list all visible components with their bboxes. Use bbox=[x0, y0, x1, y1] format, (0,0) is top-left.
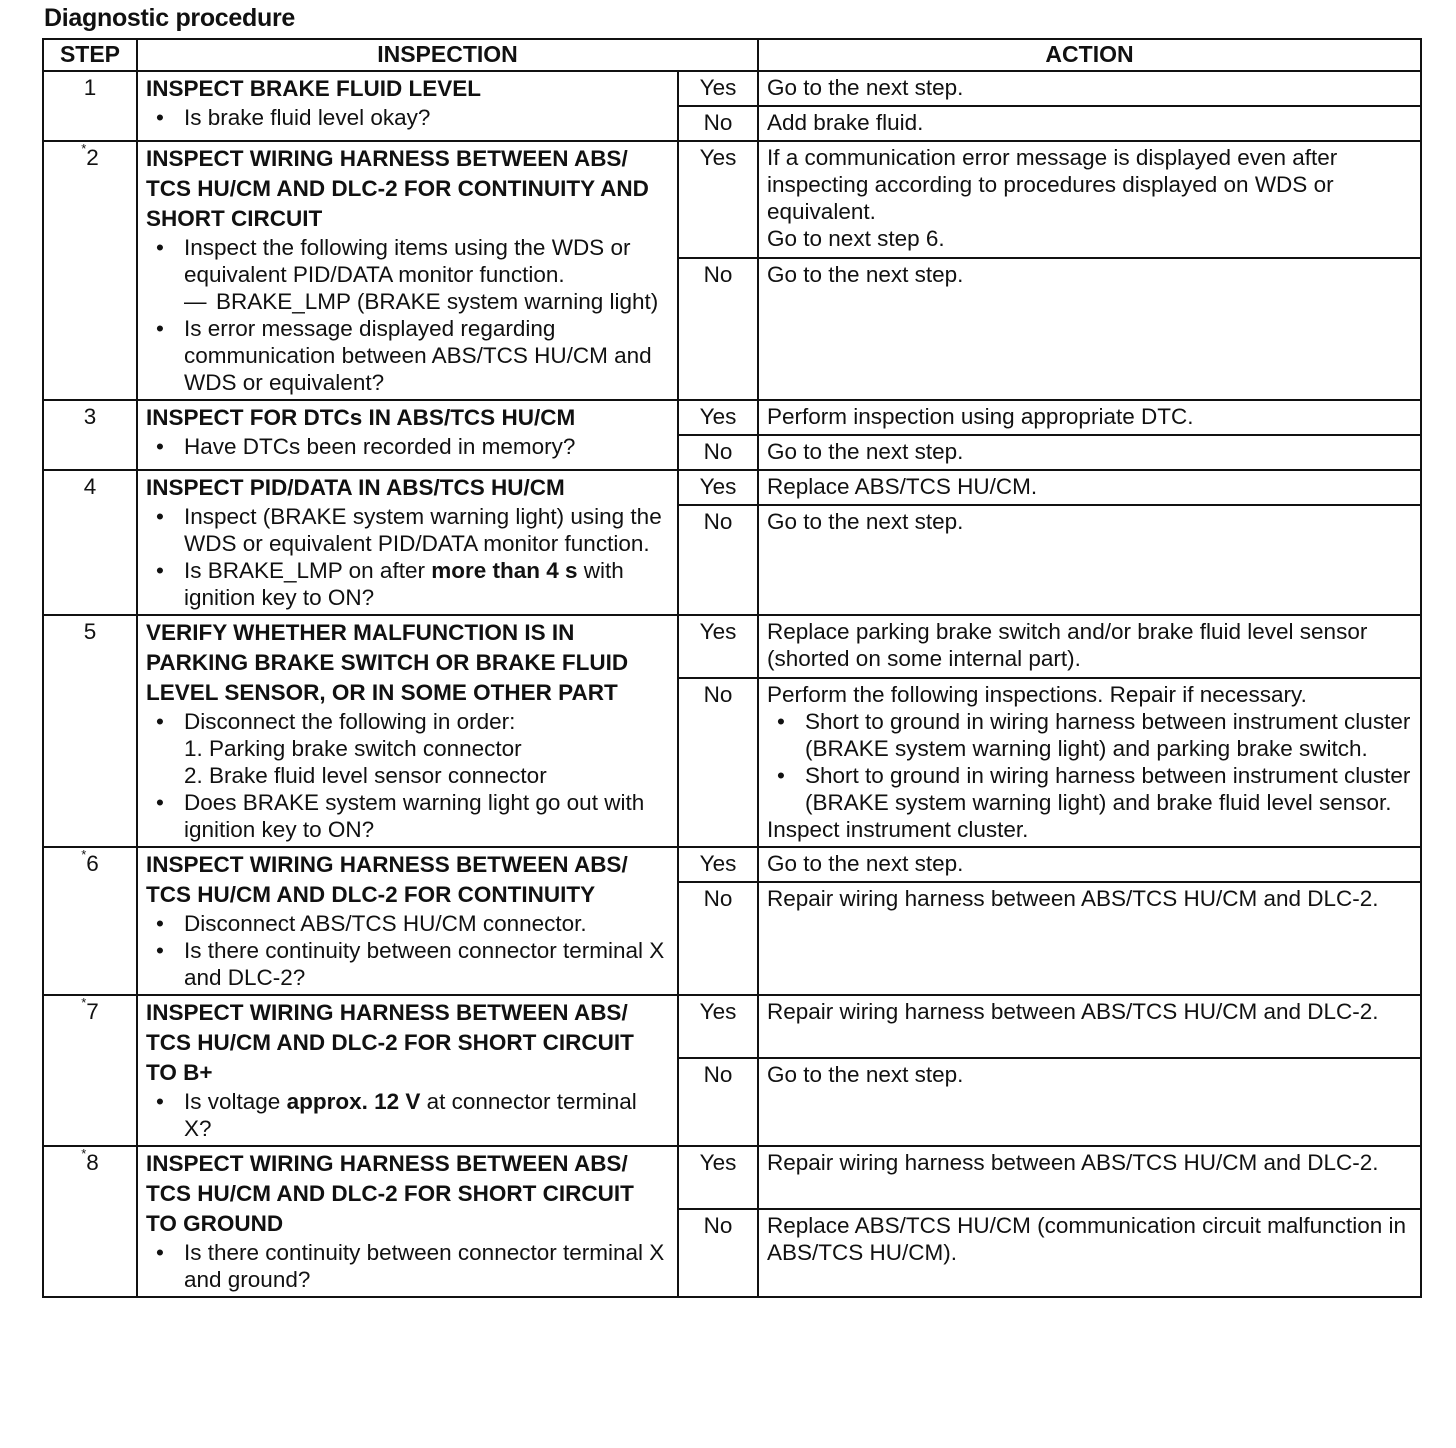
no-label: No bbox=[678, 258, 758, 400]
no-action: Go to the next step. bbox=[758, 1058, 1421, 1146]
table-row bbox=[43, 847, 1421, 882]
inspection-title: VERIFY WHETHER MALFUNCTION IS IN PARKING BRAKE SWITCH OR BRAKE FLUID LEVEL SENSOR, OR IN SOME OTHER PART bbox=[146, 620, 629, 705]
inspection-title: INSPECT WIRING HARNESS BETWEEN ABS/ TCS HU/CM AND DLC-2 FOR CONTINUITY bbox=[146, 852, 628, 907]
inspection-cell bbox=[137, 470, 678, 615]
table-row bbox=[43, 71, 1421, 106]
inspection-title: INSPECT WIRING HARNESS BETWEEN ABS/ TCS HU/CM AND DLC-2 FOR SHORT CIRCUIT TO GROUND bbox=[146, 1151, 634, 1236]
no-label: No bbox=[678, 882, 758, 995]
inspection-title: INSPECT FOR DTCs IN ABS/TCS HU/CM bbox=[146, 405, 576, 430]
header-step: STEP bbox=[43, 39, 137, 71]
yes-label: Yes bbox=[678, 141, 758, 258]
no-action: Replace ABS/TCS HU/CM (communication circuit malfunction in ABS/TCS HU/CM). bbox=[758, 1209, 1421, 1297]
inspection-bullet: • Disconnect the following in order: 1. Parking brake switch connector 2. Brake fluid level sensor connector bbox=[146, 708, 669, 789]
no-label: No bbox=[678, 505, 758, 615]
diagnostic-table bbox=[42, 38, 1422, 1298]
step-number: *2 bbox=[43, 141, 137, 400]
header-inspection: INSPECTION bbox=[137, 39, 758, 71]
step-number: *8 bbox=[43, 1146, 137, 1297]
page-title: Diagnostic procedure bbox=[44, 4, 295, 32]
no-label: No bbox=[678, 1058, 758, 1146]
inspection-bullet: • Is there continuity between connector terminal X and DLC-2? bbox=[146, 937, 669, 991]
table-row bbox=[43, 470, 1421, 505]
yes-action: Repair wiring harness between ABS/TCS HU/CM and DLC-2. bbox=[758, 1146, 1421, 1209]
yes-label: Yes bbox=[678, 1146, 758, 1209]
step-number: 4 bbox=[43, 470, 137, 615]
yes-label: Yes bbox=[678, 847, 758, 882]
step-number: *6 bbox=[43, 847, 137, 995]
no-label: No bbox=[678, 1209, 758, 1297]
inspection-title: INSPECT BRAKE FLUID LEVEL bbox=[146, 76, 482, 101]
no-label: No bbox=[678, 106, 758, 141]
yes-action: Replace ABS/TCS HU/CM. bbox=[758, 470, 1421, 505]
yes-action: If a communication error message is displayed even after inspecting according to procedures displayed on WDS or equivalent. Go to next step 6. bbox=[758, 141, 1421, 258]
inspection-bullet: • Is BRAKE_LMP on after more than 4 s with ignition key to ON? bbox=[146, 557, 669, 611]
yes-action: Go to the next step. bbox=[758, 71, 1421, 106]
inspection-numbered-item: 1. Parking brake switch connector bbox=[184, 736, 522, 761]
no-label: No bbox=[678, 678, 758, 847]
inspection-bullet: • Have DTCs been recorded in memory? bbox=[146, 433, 669, 460]
no-action: Go to the next step. bbox=[758, 435, 1421, 470]
no-action: Add brake fluid. bbox=[758, 106, 1421, 141]
inspection-subitem: — BRAKE_LMP (BRAKE system warning light) bbox=[184, 288, 669, 315]
table-row bbox=[43, 1146, 1421, 1209]
step-number: 5 bbox=[43, 615, 137, 847]
inspection-cell bbox=[137, 71, 678, 141]
yes-label: Yes bbox=[678, 470, 758, 505]
inspection-bullet: • Is error message displayed regarding communication between ABS/TCS HU/CM and WDS or equivalent? bbox=[146, 315, 669, 396]
inspection-cell bbox=[137, 995, 678, 1146]
inspection-cell bbox=[137, 1146, 678, 1297]
no-action: Go to the next step. bbox=[758, 505, 1421, 615]
yes-label: Yes bbox=[678, 995, 758, 1058]
inspection-numbered-item: 2. Brake fluid level sensor connector bbox=[184, 763, 547, 788]
yes-label: Yes bbox=[678, 71, 758, 106]
table-row bbox=[43, 400, 1421, 435]
yes-action: Replace parking brake switch and/or brake fluid level sensor (shorted on some internal part). bbox=[758, 615, 1421, 678]
no-action: Perform the following inspections. Repair if necessary. • Short to ground in wiring harness between instrument cluster (BRAKE system warning light) and parking brake switch. • Short to ground in wiring harness between instrument cluster (BRAKE system warning light) and brake fluid level sensor. Inspect instrument cluster. bbox=[758, 678, 1421, 847]
yes-action: Repair wiring harness between ABS/TCS HU/CM and DLC-2. bbox=[758, 995, 1421, 1058]
inspection-title: INSPECT WIRING HARNESS BETWEEN ABS/ TCS HU/CM AND DLC-2 FOR SHORT CIRCUIT TO B+ bbox=[146, 1000, 634, 1085]
inspection-bullet: • Is brake fluid level okay? bbox=[146, 104, 669, 131]
step-number: 1 bbox=[43, 71, 137, 141]
inspection-bullet: • Inspect the following items using the WDS or equivalent PID/DATA monitor function. — BRAKE_LMP (BRAKE system warning light) bbox=[146, 234, 669, 315]
action-bullet: • Short to ground in wiring harness between instrument cluster (BRAKE system warning light) and brake fluid level sensor. bbox=[767, 762, 1412, 816]
inspection-bullet: • Is there continuity between connector terminal X and ground? bbox=[146, 1239, 669, 1293]
inspection-cell bbox=[137, 141, 678, 400]
header-action: ACTION bbox=[758, 39, 1421, 71]
inspection-bullet: • Is voltage approx. 12 V at connector terminal X? bbox=[146, 1088, 669, 1142]
inspection-cell bbox=[137, 847, 678, 995]
table-header-row bbox=[43, 39, 1421, 71]
no-action: Repair wiring harness between ABS/TCS HU/CM and DLC-2. bbox=[758, 882, 1421, 995]
no-label: No bbox=[678, 435, 758, 470]
yes-action: Go to the next step. bbox=[758, 847, 1421, 882]
inspection-bullet: • Does BRAKE system warning light go out with ignition key to ON? bbox=[146, 789, 669, 843]
inspection-bullet: • Disconnect ABS/TCS HU/CM connector. bbox=[146, 910, 669, 937]
action-bullet: • Short to ground in wiring harness between instrument cluster (BRAKE system warning light) and parking brake switch. bbox=[767, 708, 1412, 762]
yes-label: Yes bbox=[678, 400, 758, 435]
inspection-title: INSPECT WIRING HARNESS BETWEEN ABS/ TCS HU/CM AND DLC-2 FOR CONTINUITY AND SHORT CIRCUIT bbox=[146, 146, 649, 231]
table-row bbox=[43, 615, 1421, 678]
no-action: Go to the next step. bbox=[758, 258, 1421, 400]
inspection-cell bbox=[137, 615, 678, 847]
table-row bbox=[43, 141, 1421, 258]
step-number: 3 bbox=[43, 400, 137, 470]
inspection-cell bbox=[137, 400, 678, 470]
inspection-bullet: • Inspect (BRAKE system warning light) using the WDS or equivalent PID/DATA monitor function. bbox=[146, 503, 669, 557]
step-number: *7 bbox=[43, 995, 137, 1146]
yes-action: Perform inspection using appropriate DTC. bbox=[758, 400, 1421, 435]
inspection-title: INSPECT PID/DATA IN ABS/TCS HU/CM bbox=[146, 475, 565, 500]
table-row bbox=[43, 995, 1421, 1058]
yes-label: Yes bbox=[678, 615, 758, 678]
